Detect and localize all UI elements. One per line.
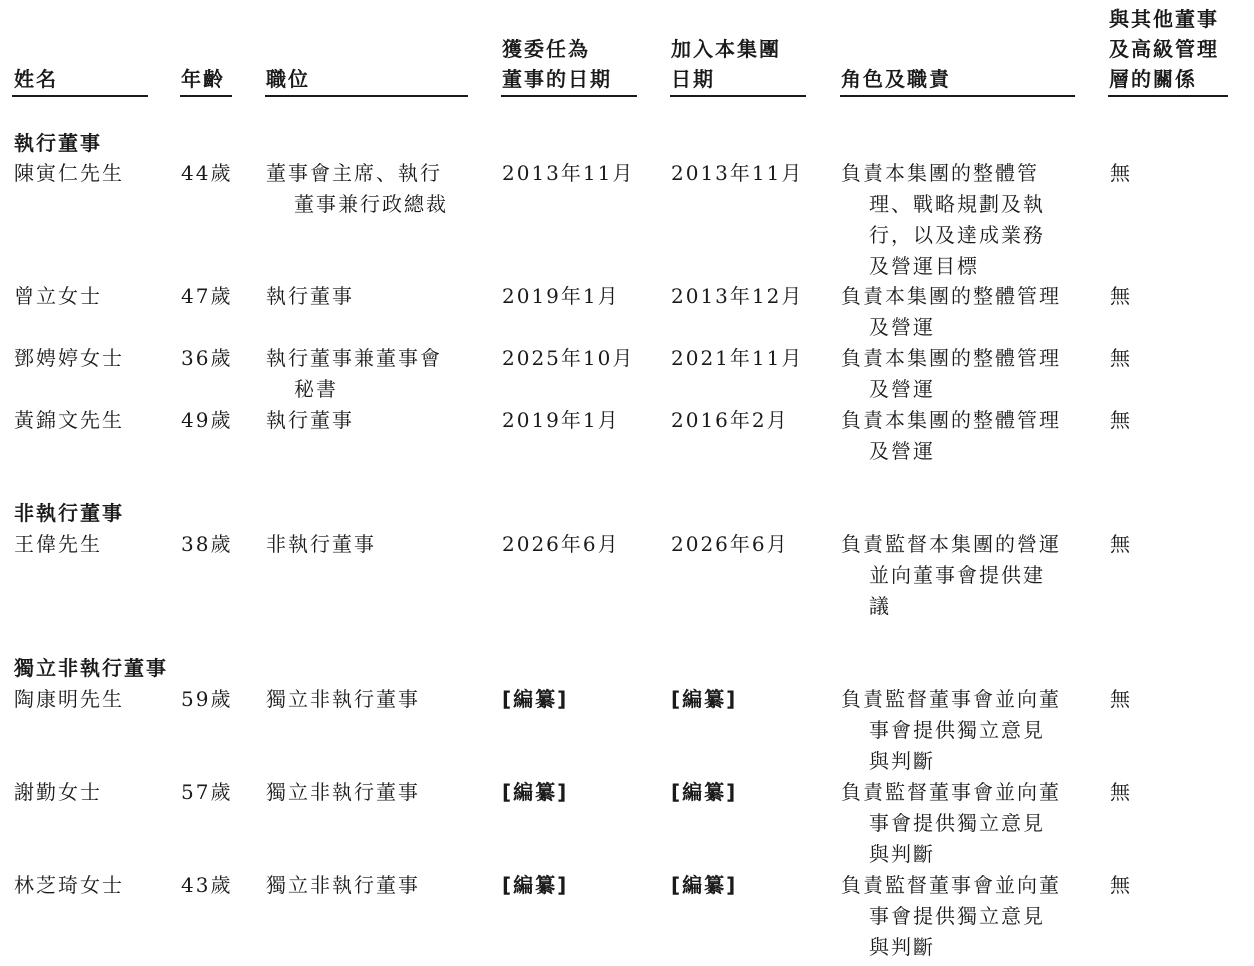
roles-responsibilities xyxy=(841,684,1061,777)
position-line: 執行董事 xyxy=(266,408,354,432)
roles-line: 並向董事會提供建 xyxy=(869,563,1045,587)
roles-responsibilities xyxy=(841,343,1061,405)
director-name: 林芝琦女士 xyxy=(14,873,124,897)
header-joined-line1: 加入本集團 xyxy=(671,37,781,61)
director-position xyxy=(266,158,448,220)
header-appointed-line2: 董事的日期 xyxy=(502,67,612,91)
position-line: 獨立非執行董事 xyxy=(266,873,420,897)
roles-line: 及營運 xyxy=(869,315,935,339)
header-underline xyxy=(12,95,148,97)
header-underline xyxy=(840,95,1075,97)
director-age: 43歲 xyxy=(181,873,233,897)
director-position xyxy=(266,684,420,715)
director-position xyxy=(266,777,420,808)
director-position xyxy=(266,870,420,901)
appointment-date: 2026年6月 xyxy=(502,532,620,556)
header-age: 年齡 xyxy=(181,67,225,91)
section-title-independent: 獨立非執行董事 xyxy=(14,656,168,680)
relationship-value: 無 xyxy=(1110,687,1132,711)
director-age: 44歲 xyxy=(181,161,233,185)
section-title-executive: 執行董事 xyxy=(14,131,102,155)
director-position xyxy=(266,529,376,560)
header-underline xyxy=(180,95,232,97)
roles-line: 及營運 xyxy=(869,377,935,401)
join-date: 2026年6月 xyxy=(671,532,789,556)
roles-line: 行，以及達成業務 xyxy=(869,223,1045,247)
director-name: 鄧娉婷女士 xyxy=(14,346,124,370)
roles-line: 負責本集團的整體管 xyxy=(841,161,1039,185)
director-age: 49歲 xyxy=(181,408,233,432)
roles-responsibilities xyxy=(841,870,1061,963)
header-relationship-line2: 及高級管理 xyxy=(1109,37,1219,61)
roles-line: 負責監督董事會並向董 xyxy=(841,687,1061,711)
roles-responsibilities xyxy=(841,281,1061,343)
join-date: 2013年11月 xyxy=(671,161,804,185)
roles-line: 負責本集團的整體管理 xyxy=(841,284,1061,308)
relationship-value: 無 xyxy=(1110,408,1132,432)
header-relationship-line3: 層的關係 xyxy=(1109,67,1197,91)
roles-line: 負責本集團的整體管理 xyxy=(841,408,1061,432)
relationship-value: 無 xyxy=(1110,161,1132,185)
roles-line: 事會提供獨立意見 xyxy=(869,718,1045,742)
director-age: 47歲 xyxy=(181,284,233,308)
relationship-value: 無 xyxy=(1110,780,1132,804)
header-joined-line2: 日期 xyxy=(671,67,715,91)
roles-line: 負責監督董事會並向董 xyxy=(841,873,1061,897)
director-name: 陳寅仁先生 xyxy=(14,161,124,185)
roles-line: 與判斷 xyxy=(869,935,935,959)
director-position xyxy=(266,281,354,312)
director-age: 59歲 xyxy=(181,687,233,711)
roles-line: 負責本集團的整體管理 xyxy=(841,346,1061,370)
appointment-date: 2019年1月 xyxy=(502,408,620,432)
director-position xyxy=(266,343,442,405)
position-line: 獨立非執行董事 xyxy=(266,780,420,804)
roles-line: 負責監督董事會並向董 xyxy=(841,780,1061,804)
roles-responsibilities xyxy=(841,529,1061,622)
position-line: 執行董事兼董事會 xyxy=(266,346,442,370)
director-name: 陶康明先生 xyxy=(14,687,124,711)
director-age: 38歲 xyxy=(181,532,233,556)
position-line: 董事兼行政總裁 xyxy=(294,192,448,216)
position-line: 秘書 xyxy=(294,377,338,401)
join-date: 2016年2月 xyxy=(671,408,789,432)
roles-line: 事會提供獨立意見 xyxy=(869,811,1045,835)
join-date: 2021年11月 xyxy=(671,346,804,370)
join-date: [編纂] xyxy=(671,780,738,804)
appointment-date: 2025年10月 xyxy=(502,346,635,370)
section-title-non-executive: 非執行董事 xyxy=(14,501,124,525)
header-underline xyxy=(501,95,637,97)
header-underline xyxy=(1108,95,1228,97)
appointment-date: [編纂] xyxy=(502,780,569,804)
relationship-value: 無 xyxy=(1110,284,1132,308)
header-appointed-line1: 獲委任為 xyxy=(502,37,590,61)
relationship-value: 無 xyxy=(1110,532,1132,556)
roles-responsibilities xyxy=(841,405,1061,467)
director-age: 36歲 xyxy=(181,346,233,370)
roles-responsibilities xyxy=(841,777,1061,870)
position-line: 董事會主席、執行 xyxy=(266,161,442,185)
header-name: 姓名 xyxy=(14,67,58,91)
join-date: 2013年12月 xyxy=(671,284,804,308)
director-name: 曾立女士 xyxy=(14,284,102,308)
position-line: 執行董事 xyxy=(266,284,354,308)
director-name: 王偉先生 xyxy=(14,532,102,556)
appointment-date: 2013年11月 xyxy=(502,161,635,185)
header-relationship-line1: 與其他董事 xyxy=(1109,7,1219,31)
join-date: [編纂] xyxy=(671,873,738,897)
director-position xyxy=(266,405,354,436)
appointment-date: [編纂] xyxy=(502,873,569,897)
roles-line: 與判斷 xyxy=(869,842,935,866)
director-name: 黃錦文先生 xyxy=(14,408,124,432)
header-underline xyxy=(670,95,806,97)
roles-line: 及營運目標 xyxy=(869,254,979,278)
director-age: 57歲 xyxy=(181,780,233,804)
roles-line: 議 xyxy=(869,594,891,618)
roles-line: 負責監督本集團的營運 xyxy=(841,532,1061,556)
director-name: 謝勤女士 xyxy=(14,780,102,804)
position-line: 非執行董事 xyxy=(266,532,376,556)
appointment-date: 2019年1月 xyxy=(502,284,620,308)
roles-line: 與判斷 xyxy=(869,749,935,773)
header-roles: 角色及職責 xyxy=(841,67,951,91)
roles-line: 理、戰略規劃及執 xyxy=(869,192,1045,216)
appointment-date: [編纂] xyxy=(502,687,569,711)
header-underline xyxy=(265,95,468,97)
join-date: [編纂] xyxy=(671,687,738,711)
relationship-value: 無 xyxy=(1110,873,1132,897)
roles-line: 事會提供獨立意見 xyxy=(869,904,1045,928)
header-position: 職位 xyxy=(266,67,310,91)
position-line: 獨立非執行董事 xyxy=(266,687,420,711)
relationship-value: 無 xyxy=(1110,346,1132,370)
roles-responsibilities xyxy=(841,158,1045,282)
roles-line: 及營運 xyxy=(869,439,935,463)
